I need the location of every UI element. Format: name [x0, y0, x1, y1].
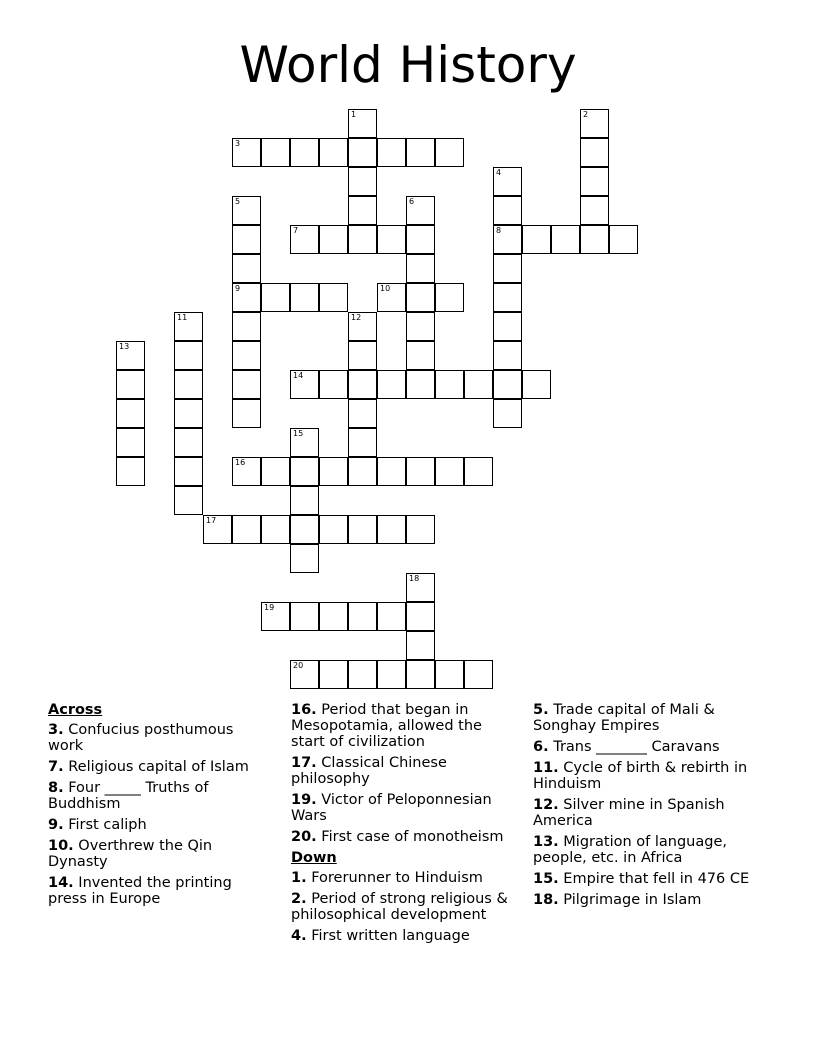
clue-item [48, 838, 273, 870]
grid-cell[interactable] [377, 138, 406, 167]
grid-cell[interactable] [493, 225, 522, 254]
grid-cell[interactable] [406, 225, 435, 254]
grid-cell[interactable] [551, 225, 580, 254]
cell-number: 15 [293, 429, 304, 438]
grid-cell[interactable] [493, 254, 522, 283]
clue-item [533, 871, 763, 887]
grid-cell[interactable] [261, 138, 290, 167]
puzzle-title: World History [239, 36, 577, 94]
clue-item [291, 829, 519, 845]
clue-number: 20. [291, 829, 317, 845]
grid-cell[interactable] [377, 283, 406, 312]
grid-cell[interactable] [435, 370, 464, 399]
grid-cell[interactable] [493, 341, 522, 370]
grid-cell[interactable] [406, 283, 435, 312]
grid-cell[interactable] [116, 428, 145, 457]
grid-cell[interactable] [290, 660, 319, 689]
grid-cell[interactable] [290, 370, 319, 399]
grid-cell[interactable] [406, 660, 435, 689]
clue-text: Four _____ Truths of Buddhism [48, 780, 209, 812]
clue-item [533, 797, 763, 829]
cell-number: 7 [293, 226, 299, 235]
grid-cell[interactable] [493, 399, 522, 428]
cell-number: 14 [293, 371, 304, 380]
grid-cell[interactable] [261, 515, 290, 544]
grid-cell[interactable] [232, 399, 261, 428]
clue-text: First caliph [68, 817, 147, 833]
clue-item [533, 760, 763, 792]
clue-text: Cycle of birth & rebirth in Hinduism [533, 760, 748, 792]
clue-number: 7. [48, 759, 64, 775]
clue-number: 10. [48, 838, 74, 854]
grid-cell[interactable] [290, 138, 319, 167]
grid-cell[interactable] [348, 341, 377, 370]
cell-number: 16 [235, 458, 246, 467]
grid-cell[interactable] [174, 428, 203, 457]
grid-cell[interactable] [232, 225, 261, 254]
clue-text: Trans _______ Caravans [553, 739, 720, 755]
grid-cell[interactable] [232, 515, 261, 544]
grid-cell[interactable] [406, 312, 435, 341]
cell-number: 19 [264, 603, 275, 612]
clue-number: 18. [533, 892, 559, 908]
grid-cell[interactable] [174, 399, 203, 428]
grid-cell[interactable] [377, 515, 406, 544]
grid-cell[interactable] [232, 312, 261, 341]
cell-number: 11 [177, 313, 188, 322]
cell-number: 5 [235, 197, 241, 206]
across-heading: Across [48, 702, 103, 718]
cell-number: 4 [496, 168, 502, 177]
grid-cell[interactable] [319, 660, 348, 689]
grid-cell[interactable] [261, 283, 290, 312]
grid-cell[interactable] [232, 138, 261, 167]
clue-number: 15. [533, 871, 559, 887]
clue-item [48, 817, 273, 833]
grid-cell[interactable] [348, 370, 377, 399]
grid-cell[interactable] [406, 254, 435, 283]
grid-cell[interactable] [319, 602, 348, 631]
grid-cell[interactable] [319, 457, 348, 486]
grid-cell[interactable] [464, 457, 493, 486]
grid-cell[interactable] [377, 660, 406, 689]
clue-text: Pilgrimage in Islam [563, 892, 702, 908]
cell-number: 9 [235, 284, 241, 293]
grid-cell[interactable] [203, 515, 232, 544]
grid-cell[interactable] [406, 138, 435, 167]
cell-number: 12 [351, 313, 362, 322]
clue-text: Victor of Peloponnesian Wars [291, 792, 492, 824]
grid-cell[interactable] [290, 428, 319, 457]
clue-number: 8. [48, 780, 64, 796]
clue-number: 12. [533, 797, 559, 813]
grid-cell[interactable] [580, 138, 609, 167]
grid-cell[interactable] [435, 283, 464, 312]
grid-cell[interactable] [348, 167, 377, 196]
clue-item [291, 870, 519, 886]
grid-cell[interactable] [290, 515, 319, 544]
grid-cell[interactable] [406, 341, 435, 370]
clue-number: 16. [291, 702, 317, 718]
clue-number: 2. [291, 891, 307, 907]
grid-cell[interactable] [377, 602, 406, 631]
grid-cell[interactable] [319, 225, 348, 254]
clue-text: Trade capital of Mali & Songhay Empires [533, 702, 715, 734]
clue-text: Silver mine in Spanish America [533, 797, 725, 829]
clue-number: 19. [291, 792, 317, 808]
grid-cell[interactable] [348, 515, 377, 544]
clue-text: Forerunner to Hinduism [311, 870, 483, 886]
clue-number: 4. [291, 928, 307, 944]
grid-cell[interactable] [348, 399, 377, 428]
clue-item [291, 755, 519, 787]
grid-cell[interactable] [319, 370, 348, 399]
grid-cell[interactable] [580, 225, 609, 254]
grid-cell[interactable] [609, 225, 638, 254]
clue-number: 9. [48, 817, 64, 833]
cell-number: 8 [496, 226, 502, 235]
grid-cell[interactable] [174, 370, 203, 399]
grid-cell[interactable] [290, 283, 319, 312]
grid-cell[interactable] [261, 602, 290, 631]
grid-cell[interactable] [348, 312, 377, 341]
cell-number: 6 [409, 197, 415, 206]
clue-item [48, 722, 273, 754]
grid-cell[interactable] [348, 138, 377, 167]
clue-text: Empire that fell in 476 CE [563, 871, 750, 887]
grid-cell[interactable] [174, 486, 203, 515]
cell-number: 18 [409, 574, 420, 583]
grid-cell[interactable] [522, 225, 551, 254]
grid-cell[interactable] [464, 370, 493, 399]
grid-cell[interactable] [493, 312, 522, 341]
clue-number: 17. [291, 755, 317, 771]
grid-cell[interactable] [348, 660, 377, 689]
clue-number: 1. [291, 870, 307, 886]
clue-number: 5. [533, 702, 549, 718]
grid-cell[interactable] [319, 138, 348, 167]
grid-cell[interactable] [580, 109, 609, 138]
grid-cell[interactable] [290, 225, 319, 254]
clue-item [291, 928, 519, 944]
down-heading: Down [291, 850, 337, 866]
grid-cell[interactable] [348, 428, 377, 457]
clue-text: Invented the printing press in Europe [48, 875, 232, 907]
grid-cell[interactable] [406, 196, 435, 225]
clue-number: 3. [48, 722, 64, 738]
clue-item [291, 891, 519, 923]
grid-cell[interactable] [377, 225, 406, 254]
grid-cell[interactable] [116, 341, 145, 370]
clue-text: Religious capital of Islam [68, 759, 249, 775]
grid-cell[interactable] [290, 486, 319, 515]
grid-cell[interactable] [406, 631, 435, 660]
grid-cell[interactable] [348, 196, 377, 225]
grid-cell[interactable] [580, 167, 609, 196]
cell-number: 13 [119, 342, 130, 351]
clue-text: Confucius posthumous work [48, 722, 234, 754]
grid-cell[interactable] [232, 254, 261, 283]
clue-text: Period of strong religious & philosophical development [291, 891, 508, 923]
clue-item [291, 792, 519, 824]
clue-column-3 [533, 702, 763, 913]
grid-cell[interactable] [174, 312, 203, 341]
grid-cell[interactable] [580, 196, 609, 225]
grid-cell[interactable] [174, 457, 203, 486]
grid-cell[interactable] [232, 457, 261, 486]
clue-item [48, 759, 273, 775]
grid-cell[interactable] [493, 196, 522, 225]
grid-cell[interactable] [493, 370, 522, 399]
clue-text: Overthrew the Qin Dynasty [48, 838, 213, 870]
grid-cell[interactable] [290, 457, 319, 486]
grid-cell[interactable] [435, 660, 464, 689]
grid-cell[interactable] [174, 341, 203, 370]
clue-item [533, 892, 763, 908]
grid-cell[interactable] [493, 167, 522, 196]
clue-item [533, 702, 763, 734]
grid-cell[interactable] [406, 602, 435, 631]
grid-cell[interactable] [435, 138, 464, 167]
grid-cell[interactable] [348, 109, 377, 138]
cell-number: 17 [206, 516, 217, 525]
clue-item [48, 875, 273, 907]
clue-number: 11. [533, 760, 559, 776]
clue-text: Classical Chinese philosophy [291, 755, 447, 787]
grid-cell[interactable] [406, 515, 435, 544]
clue-item [48, 780, 273, 812]
grid-cell[interactable] [116, 399, 145, 428]
grid-cell[interactable] [232, 370, 261, 399]
grid-cell[interactable] [261, 457, 290, 486]
grid-cell[interactable] [406, 457, 435, 486]
clue-number: 6. [533, 739, 549, 755]
grid-cell[interactable] [406, 370, 435, 399]
clue-column-2 [291, 702, 519, 949]
grid-cell[interactable] [377, 457, 406, 486]
grid-cell[interactable] [464, 660, 493, 689]
grid-cell[interactable] [232, 341, 261, 370]
cell-number: 1 [351, 110, 357, 119]
cell-number: 2 [583, 110, 589, 119]
clue-column-1 [48, 702, 273, 912]
clue-text: Migration of language, people, etc. in Africa [533, 834, 727, 866]
grid-cell[interactable] [319, 283, 348, 312]
grid-cell[interactable] [493, 283, 522, 312]
cell-number: 3 [235, 139, 241, 148]
clue-number: 13. [533, 834, 559, 850]
cell-number: 20 [293, 661, 304, 670]
grid-cell[interactable] [319, 515, 348, 544]
grid-cell[interactable] [232, 196, 261, 225]
grid-cell[interactable] [522, 370, 551, 399]
grid-cell[interactable] [348, 457, 377, 486]
grid-cell[interactable] [435, 457, 464, 486]
grid-cell[interactable] [232, 283, 261, 312]
grid-cell[interactable] [348, 602, 377, 631]
clue-text: First case of monotheism [321, 829, 504, 845]
grid-cell[interactable] [116, 370, 145, 399]
grid-cell[interactable] [116, 457, 145, 486]
clue-number: 14. [48, 875, 74, 891]
clue-text: Period that began in Mesopotamia, allowed the start of civilization [291, 702, 482, 750]
clue-text: First written language [311, 928, 470, 944]
clue-item [533, 834, 763, 866]
grid-cell[interactable] [290, 602, 319, 631]
clue-item [291, 702, 519, 750]
grid-cell[interactable] [348, 225, 377, 254]
cell-number: 10 [380, 284, 391, 293]
clue-item [533, 739, 763, 755]
grid-cell[interactable] [406, 573, 435, 602]
grid-cell[interactable] [377, 370, 406, 399]
grid-cell[interactable] [290, 544, 319, 573]
